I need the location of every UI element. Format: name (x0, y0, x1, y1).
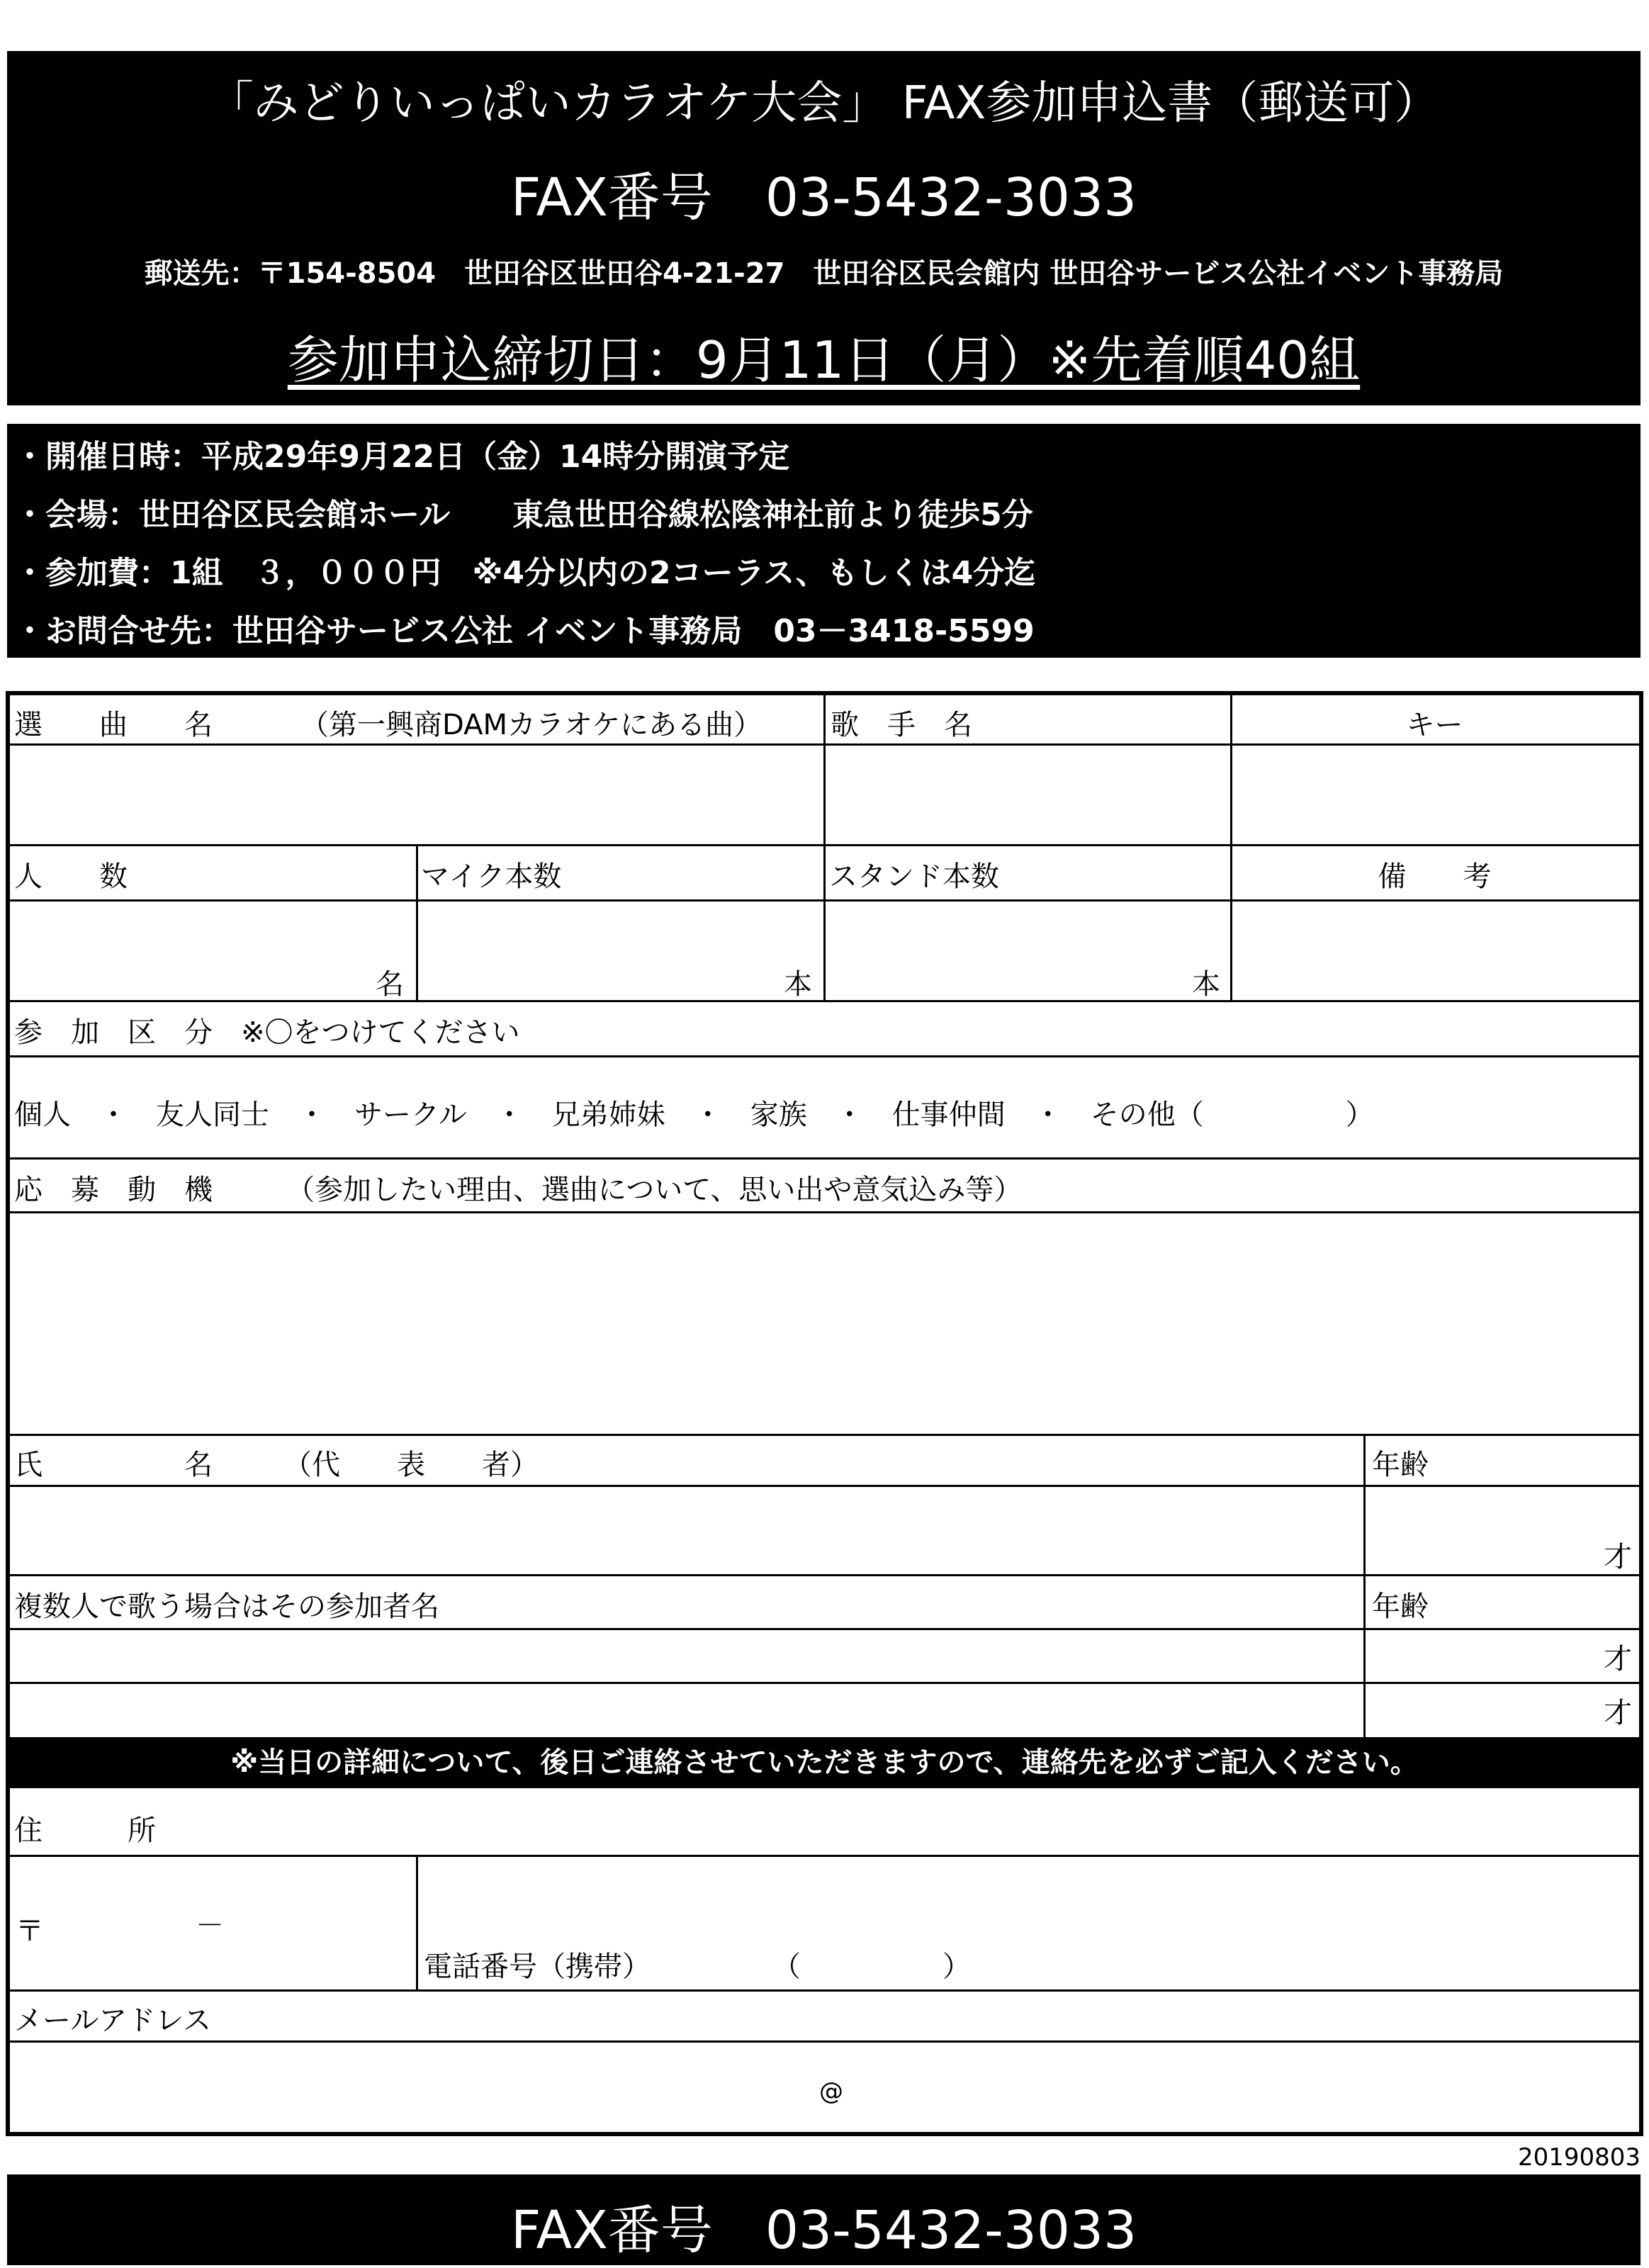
event-venue: ・会場：世田谷区民会館ホール 東急世田谷線松陰神社前より徒歩5分 (14, 497, 1033, 533)
email-label: メールアドレス (14, 2004, 211, 2037)
postal-dash: － (196, 1909, 224, 1942)
motive-label: 応 募 動 機 (14, 1174, 213, 1206)
mic-unit: 本 (784, 968, 812, 1001)
remarks-label: 備 考 (1378, 860, 1492, 893)
address-label: 住 所 (14, 1814, 156, 1847)
people-label: 人 数 (14, 860, 128, 893)
header-block (7, 51, 1640, 405)
document-number: 20190803 (1517, 2143, 1640, 2172)
deadline: 参加申込締切日：9月11日（月）※先着順40組 (287, 330, 1361, 390)
event-date: ・開催日時：平成29年9月22日（金）14時分開演予定 (14, 439, 790, 475)
email-at: @ (819, 2077, 843, 2106)
age-unit: 才 (1604, 1643, 1632, 1675)
application-form (6, 691, 1643, 2136)
artist-label: 歌 手 名 (831, 709, 972, 741)
event-info-block (7, 424, 1640, 658)
age-unit: 才 (1604, 1697, 1632, 1729)
age-unit: 才 (1604, 1541, 1632, 1573)
form-title: 「みどりいっぱいカラオケ大会」 FAX参加申込書（郵送可） (208, 77, 1440, 130)
multi-participants-label: 複数人で歌う場合はその参加者名 (14, 1590, 439, 1623)
song-label: 選 曲 名 (14, 709, 213, 741)
motive-note: （参加したい理由、選曲について、思い出や意気込み等） (286, 1174, 1023, 1206)
phone-parens: （ ） (772, 1950, 971, 1983)
contact-notice: ※当日の詳細について、後日ご連絡させていただきますので、連絡先を必ずご記入ください。 (10, 1737, 1639, 1788)
mic-label: マイク本数 (421, 860, 562, 893)
category-label: 参 加 区 分 ※〇をつけてください (14, 1016, 520, 1049)
postal-mark: 〒 (16, 1915, 44, 1948)
song-note: （第一興商DAMカラオケにある曲） (300, 709, 762, 741)
phone-label: 電話番号（携帯） (424, 1950, 651, 1983)
key-label: キー (1406, 709, 1463, 741)
representative-name-label: 氏 名 （代 表 者） (14, 1449, 539, 1481)
footer-block (7, 2174, 1640, 2265)
category-options[interactable]: 個人 ・ 友人同士 ・ サークル ・ 兄弟姉妹 ・ 家族 ・ 仕事仲間 ・ その他（ ） (14, 1099, 1374, 1131)
stand-label: スタンド本数 (829, 860, 999, 893)
footer-fax-number: FAX番号 03-5432-3033 (510, 2200, 1137, 2261)
mailing-address: 郵送先：〒154-8504 世田谷区世田谷4-21-27 世田谷区民会館内 世田谷サービス公社イベント事務局 (144, 257, 1504, 290)
event-fee: ・参加費：1組 ３，０００円 ※4分以内の2コーラス、もしくは4分迄 (14, 555, 1036, 591)
age-label-2: 年齢 (1372, 1590, 1429, 1623)
age-label: 年齢 (1372, 1449, 1429, 1481)
people-unit: 名 (376, 968, 404, 1001)
event-contact: ・お問合せ先：世田谷サービス公社 イベント事務局 03－3418-5599 (14, 613, 1035, 649)
stand-unit: 本 (1192, 968, 1220, 1001)
fax-number: FAX番号 03-5432-3033 (510, 167, 1137, 228)
